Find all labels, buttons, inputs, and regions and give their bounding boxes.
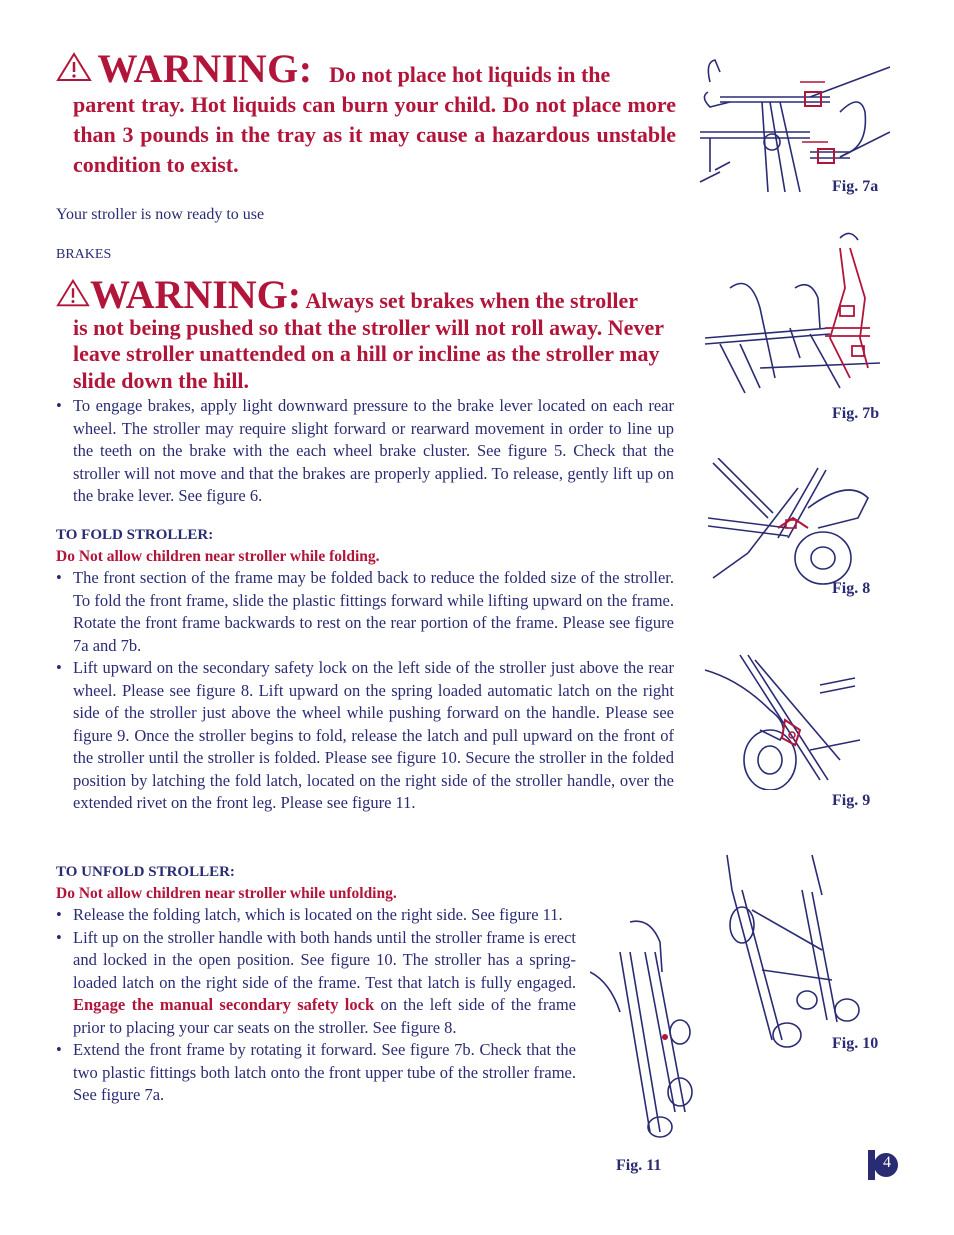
figure-9-caption: Fig. 9: [832, 792, 871, 809]
warning-text-line1: Always set brakes when the stroller: [305, 288, 639, 313]
figure-7b-illustration: [700, 228, 890, 398]
warning-triangle-icon: [56, 52, 92, 82]
fold-heading: TO FOLD STROLLER:: [56, 527, 214, 543]
figure-8-caption: Fig. 8: [832, 580, 871, 597]
fold-caution: Do Not allow children near stroller while folding.: [56, 548, 380, 565]
warning-text-line1: Do not place hot liquids in the: [329, 62, 611, 87]
brakes-heading: BRAKES: [56, 247, 112, 262]
brakes-warning: [56, 272, 676, 394]
figure-7a-illustration: [690, 52, 890, 197]
warning-triangle-icon: [56, 278, 90, 308]
unfold-section: [56, 864, 576, 1107]
tray-warning: [56, 46, 676, 180]
warning-label: WARNING:: [90, 272, 302, 317]
warning-text: parent tray. Hot liquids can burn your child. Do not place more than 3 pounds in the tray as it may cause a hazardous unstable condition to exist.: [73, 92, 676, 177]
figure-8-illustration: [708, 458, 878, 588]
list-item: • The front section of the frame may be folded back to reduce the folded size of the stroller. To fold the front frame, slide the plastic fittings forward while lifting upward on the frame. Rotate the front frame backwards to rest on the rear portion of the frame. Please see figure 7a and 7b.: [56, 567, 674, 657]
figure-11-illustration: [590, 912, 710, 1142]
figure-7a-caption: Fig. 7a: [832, 178, 879, 195]
unfold-step-text: Lift up on the stroller handle with both hands until the stroller frame is erect and locked in the open position. See figure 10. The stroller has a spring-loaded latch on the right side of the frame. Test that latch is fully engaged.: [73, 927, 576, 992]
figure-10-caption: Fig. 10: [832, 1035, 879, 1052]
list-item: • To engage brakes, apply light downward pressure to the brake lever located on each rear wheel. The stroller may require slight forward or rearward movement in order to line up the teeth on the brake with the each wheel brake cluster. See figure 5. Check that the stroller will not move and that the brakes are properly applied. To release, gently lift up on the brake lever. See figure 6.: [56, 395, 674, 508]
figure-11-caption: Fig. 11: [616, 1157, 662, 1174]
safety-lock-note: Engage the manual secondary safety lock: [73, 995, 375, 1014]
warning-label: WARNING:: [97, 46, 313, 91]
figure-7b-caption: Fig. 7b: [832, 405, 880, 422]
list-item: • Extend the front frame by rotating it forward. See figure 7b. Check that the two plastic fittings both latch onto the front upper tube of the stroller frame. See figure 7a.: [56, 1039, 576, 1107]
ready-text: Your stroller is now ready to use: [56, 206, 265, 223]
list-item: [56, 927, 576, 1040]
list-item: • Lift upward on the secondary safety lock on the left side of the stroller just above the rear wheel. Please see figure 8. Lift upward on the spring loaded automatic latch on the right side of the stroller just above the wheel while pushing forward on the handle. Please see figure 9. Once the stroller begins to fold, release the latch and pull upward on the front of the stroller until the stroller is folded. Please see figure 10. Secure the stroller in the folded position by latching the fold latch, located on the right side of the stroller handle, over the extended rivet on the front leg. Please see figure 11.: [56, 657, 674, 815]
fold-section: [56, 527, 674, 815]
unfold-step-text: on the left side of the frame prior to placing your car seats on the stroller. See figure 8.: [73, 995, 576, 1037]
page-number: 4: [883, 1154, 891, 1171]
brakes-section: [56, 395, 674, 508]
page-number-badge: [868, 1150, 898, 1180]
figure-10-illustration: [712, 850, 862, 1050]
figure-9-illustration: [700, 650, 870, 790]
unfold-heading: TO UNFOLD STROLLER:: [56, 864, 235, 880]
unfold-caution: Do Not allow children near stroller while unfolding.: [56, 885, 397, 902]
warning-text: is not being pushed so that the stroller will not roll away. Never leave stroller unattended on a hill or incline as the stroller may slide down the hill.: [73, 314, 664, 393]
list-item: • Release the folding latch, which is located on the right side. See figure 11.: [56, 904, 576, 927]
